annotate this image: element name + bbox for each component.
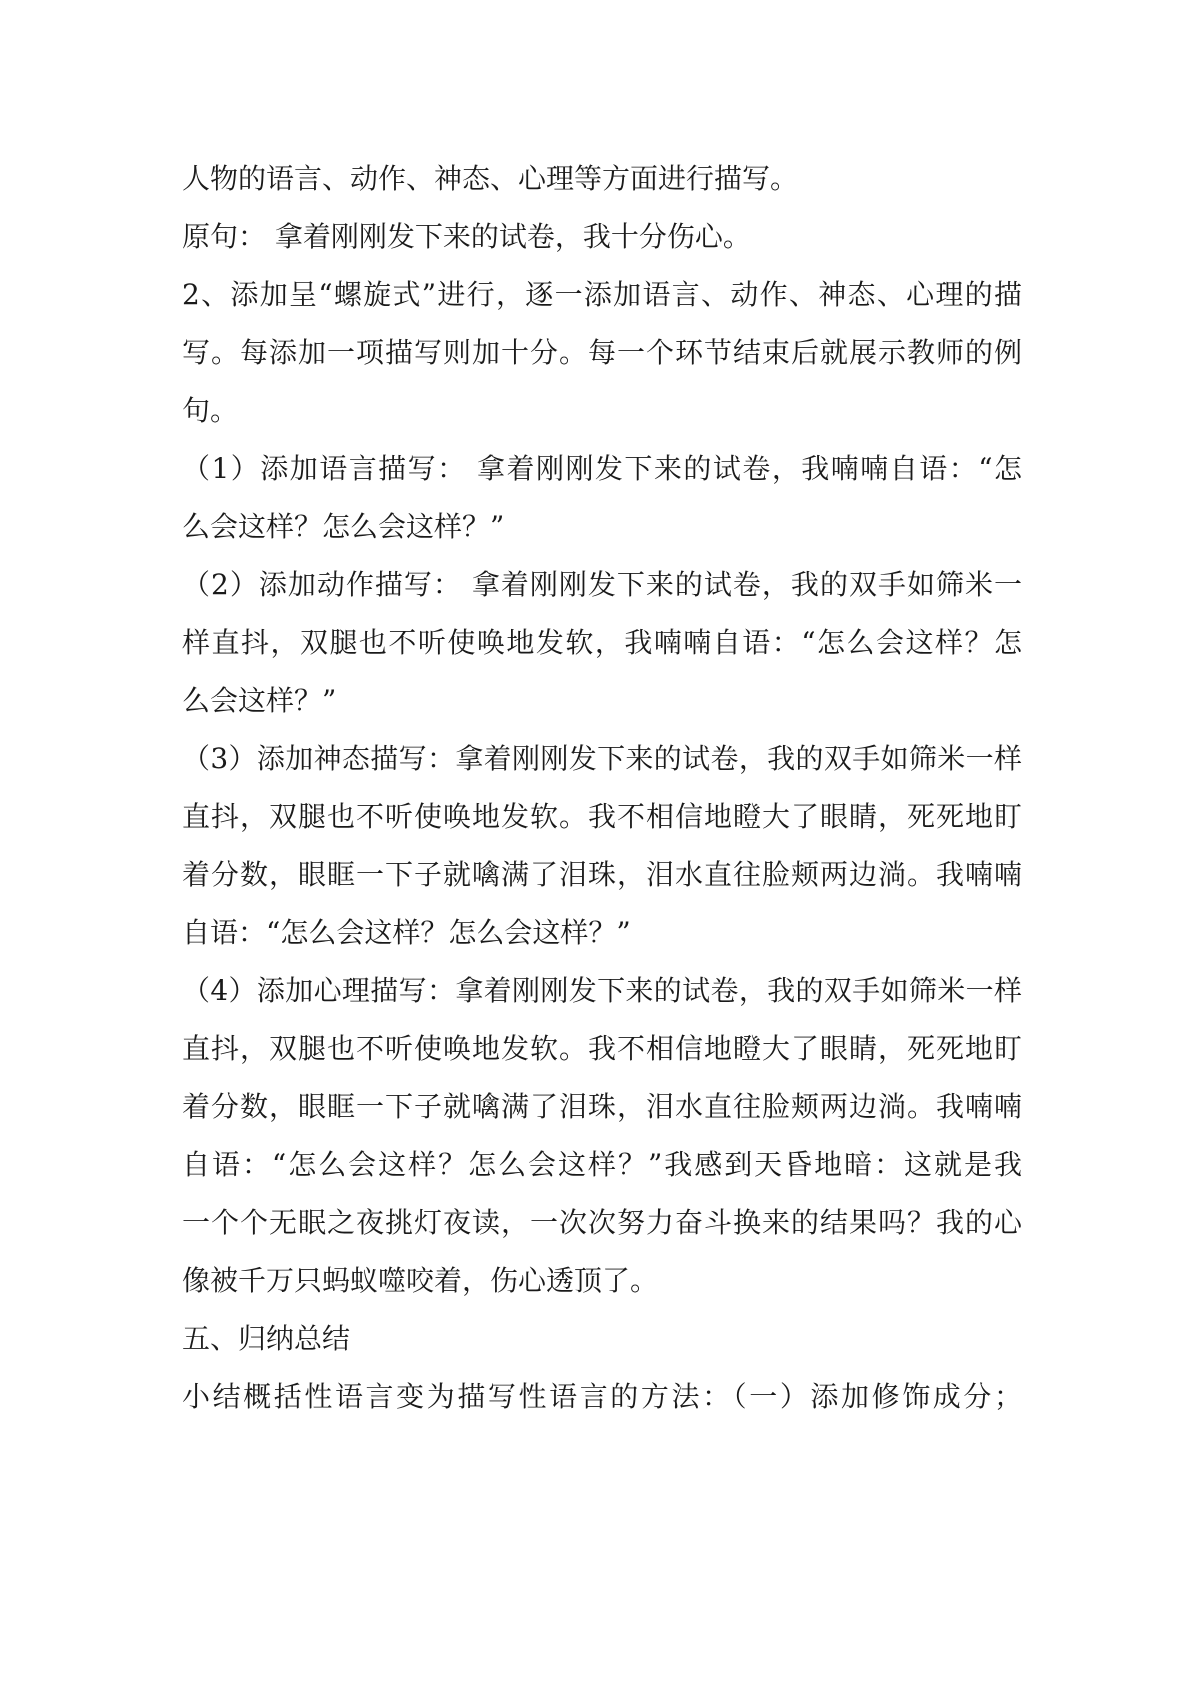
text-line: 着分数，眼眶一下子就噙满了泪珠，泪水直往脸颊两边淌。我喃喃 [182,858,1022,891]
text-line: 直抖，双腿也不听使唤地发软。我不相信地瞪大了眼睛，死死地盯 [182,800,1022,833]
text-line: 么会这样？怎么会这样？” [182,510,505,543]
text-line: （2）添加动作描写： 拿着刚刚发下来的试卷，我的双手如筛米一 [182,568,1022,601]
text-line: 样直抖，双腿也不听使唤地发软，我喃喃自语：“怎么会这样？怎 [182,626,1022,659]
text-line: 像被千万只蚂蚁噬咬着，伤心透顶了。 [182,1264,659,1297]
text-line: 自语：“怎么会这样？怎么会这样？” [182,916,631,949]
text-line: 一个个无眠之夜挑灯夜读，一次次努力奋斗换来的结果吗？我的心 [182,1206,1022,1239]
text-line: 自语：“怎么会这样？怎么会这样？”我感到天昏地暗：这就是我 [182,1148,1022,1181]
text-line: 人物的语言、动作、神态、心理等方面进行描写。 [182,162,799,195]
text-line: 写。每添加一项描写则加十分。每一个环节结束后就展示教师的例 [182,336,1022,369]
section-heading: 五、归纳总结 [182,1322,351,1355]
text-line: 原句： 拿着刚刚发下来的试卷，我十分伤心。 [182,220,751,253]
text-line: 句。 [182,394,239,427]
text-line: 直抖，双腿也不听使唤地发软。我不相信地瞪大了眼睛，死死地盯 [182,1032,1022,1065]
text-line: 么会这样？” [182,684,337,717]
text-line: （1）添加语言描写： 拿着刚刚发下来的试卷，我喃喃自语：“怎 [182,452,1022,485]
text-line: 2、添加呈“螺旋式”进行，逐一添加语言、动作、神态、心理的描 [182,278,1022,311]
text-line: （3）添加神态描写：拿着刚刚发下来的试卷，我的双手如筛米一样 [182,742,1022,775]
text-line: （4）添加心理描写：拿着刚刚发下来的试卷，我的双手如筛米一样 [182,974,1022,1007]
text-line: 小结概括性语言变为描写性语言的方法：（一）添加修饰成分； [182,1380,1022,1413]
text-line: 着分数，眼眶一下子就噙满了泪珠，泪水直往脸颊两边淌。我喃喃 [182,1090,1022,1123]
